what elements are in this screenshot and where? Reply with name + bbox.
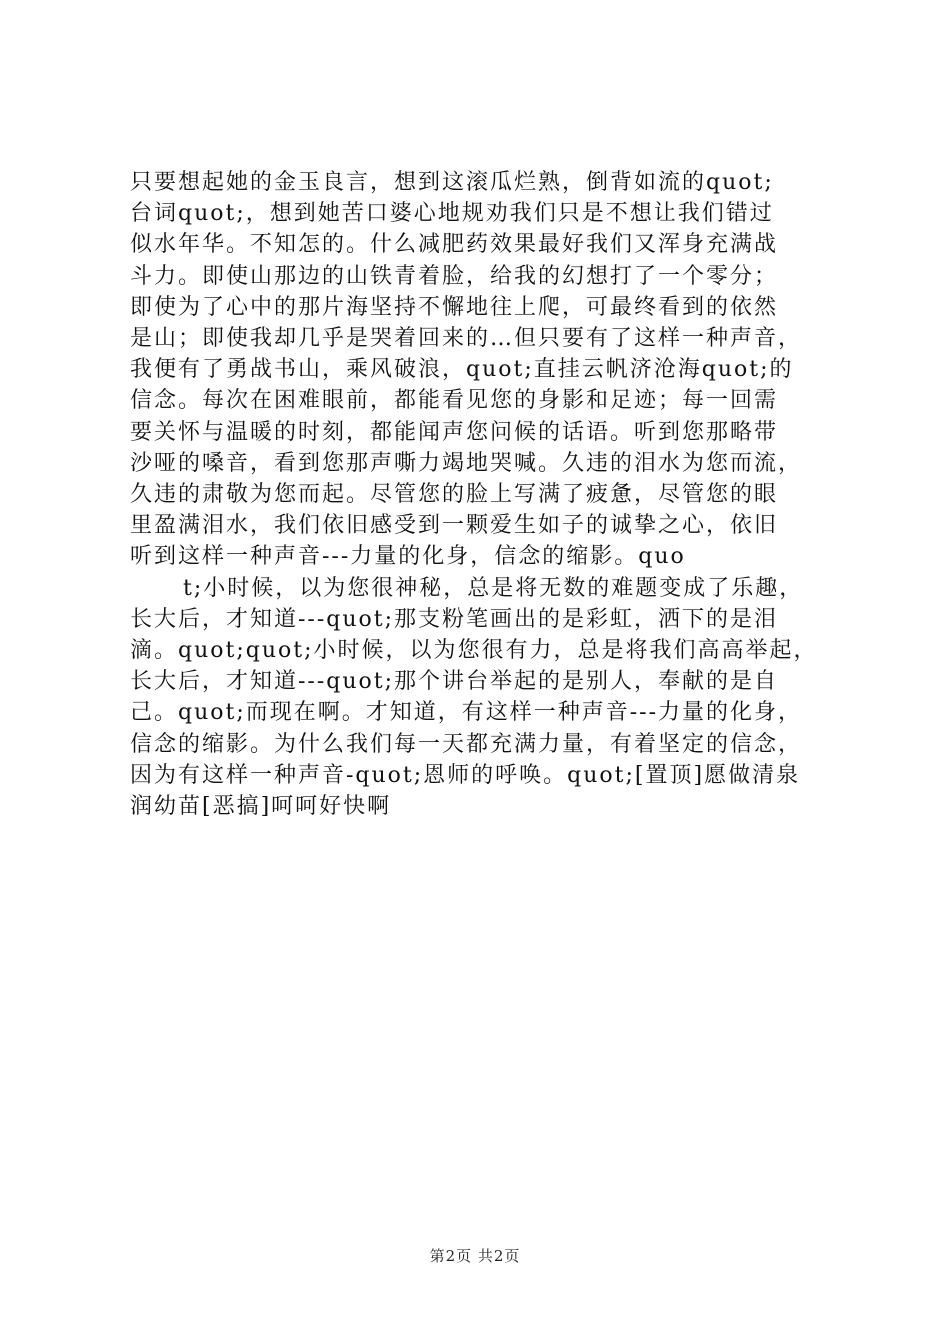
text-line: 要关怀与温暖的时刻，都能闻声您问候的话语。听到您那略带 [130, 419, 779, 445]
text-line: 久违的肃敬为您而起。尽管您的脸上写满了疲惫，尽管您的眼 [130, 482, 779, 508]
text-line: 里盈满泪水，我们依旧感受到一颗爱生如子的诚挚之心，依旧 [130, 513, 779, 539]
page-footer: 第2页 共2页 [429, 1247, 521, 1265]
text-line: 听到这样一种声音---力量的化身，信念的缩影。quo [130, 544, 686, 570]
text-line: 我便有了勇战书山，乘风破浪，quot;直挂云帆济沧海quot;的 [130, 357, 794, 383]
text-line: 信念。每次在困难眼前，都能看见您的身影和足迹；每一回需 [130, 388, 779, 414]
text-line: 润幼苗[恶搞]呵呵好快啊 [130, 794, 392, 820]
text-line: 长大后，才知道---quot;那支粉笔画出的是彩虹，洒下的是泪 [130, 606, 779, 632]
text-line: 己。quot;而现在啊。才知道，有这样一种声音---力量的化身， [130, 700, 803, 726]
text-line: 长大后，才知道---quot;那个讲台举起的是别人，奉献的是自 [130, 669, 779, 695]
text-line: 是山；即使我却几乎是哭着回来的…但只要有了这样一种声音， [130, 326, 803, 352]
text-line: 似水年华。不知怎的。什么减肥药效果最好我们又浑身充满战 [130, 232, 779, 258]
text-line: 沙哑的嗓音，看到您那声嘶力竭地哭喊。久违的泪水为您而流， [130, 450, 803, 476]
text-line: 信念的缩影。为什么我们每一天都充满力量，有着坚定的信念， [130, 731, 803, 757]
text-line: 台词quot;，想到她苦口婆心地规劝我们只是不想让我们错过 [130, 201, 774, 227]
text-line: 斗力。即使山那边的山铁青着脸，给我的幻想打了一个零分； [130, 263, 779, 289]
text-line: 只要想起她的金玉良言，想到这滚瓜烂熟，倒背如流的quot; [130, 170, 774, 195]
text-line: 因为有这样一种声音-quot;恩师的呼唤。quot;[置顶]愿做清泉 [130, 762, 801, 788]
text-line: t;小时候，以为您很神秘，总是将无数的难题变成了乐趣， [183, 575, 804, 601]
text-line: 滴。quot;quot;小时候，以为您很有力，总是将我们高高举起， [130, 638, 818, 664]
body-text [130, 167, 830, 822]
text-line: 即使为了心中的那片海坚持不懈地往上爬，可最终看到的依然 [130, 294, 779, 320]
